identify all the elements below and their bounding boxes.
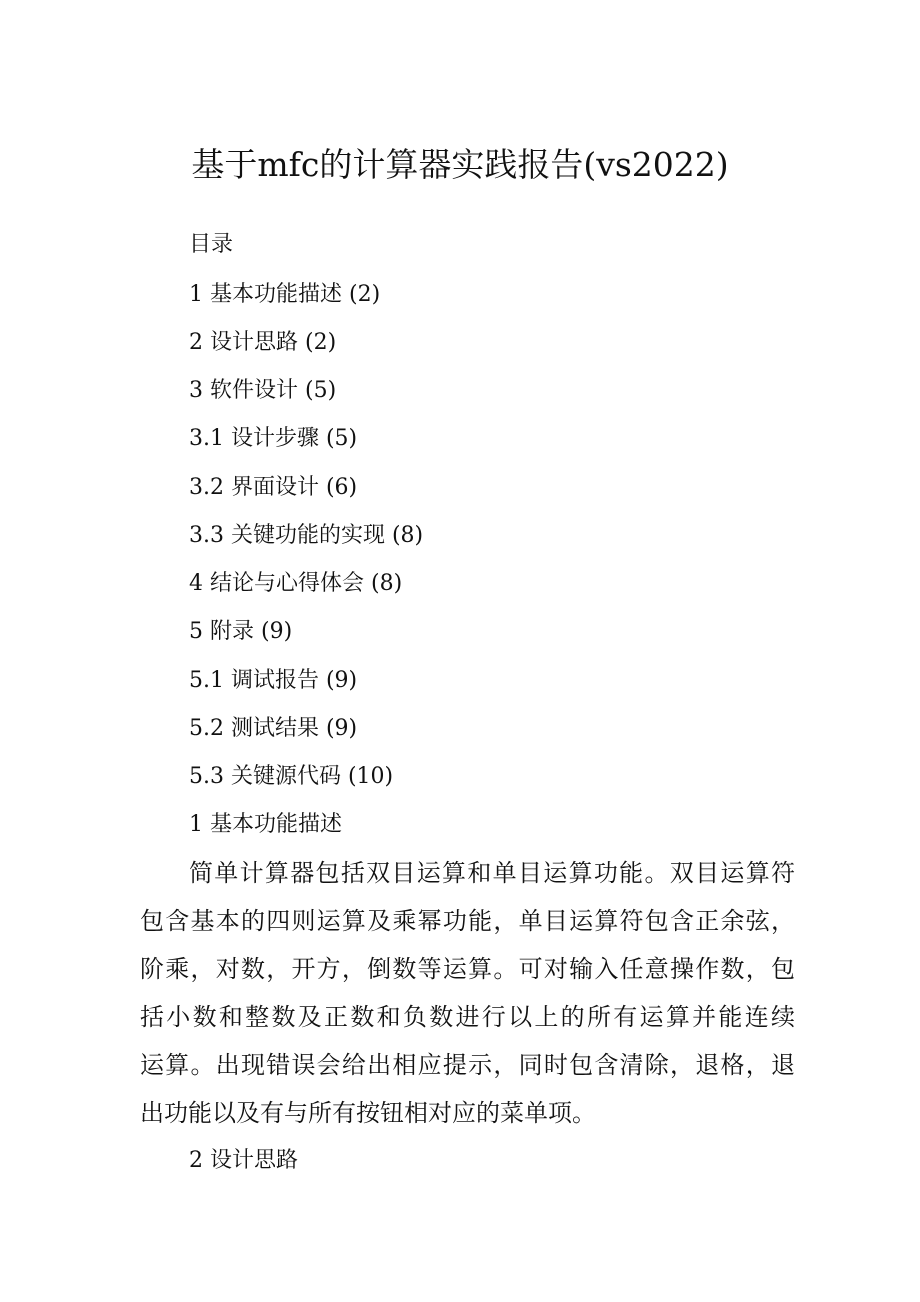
paragraph-line: 括小数和整数及正数和负数进行以上的所有运算并能连续 xyxy=(140,1003,795,1031)
toc-item: 5.2 测试结果 (9) xyxy=(189,716,358,741)
paragraph-line: 出功能以及有与所有按钮相对应的菜单项。 xyxy=(140,1099,596,1127)
paragraph-line: 阶乘，对数，开方，倒数等运算。可对输入任意操作数，包 xyxy=(140,955,795,983)
toc-item: 5 附录 (9) xyxy=(189,619,293,644)
toc-item: 4 结论与心得体会 (8) xyxy=(189,571,403,596)
section-1-heading: 1 基本功能描述 xyxy=(189,812,342,837)
paragraph-line: 运算。出现错误会给出相应提示，同时包含清除，退格，退 xyxy=(140,1051,795,1079)
toc-item: 5.3 关键源代码 (10) xyxy=(189,764,394,789)
toc-item: 3.3 关键功能的实现 (8) xyxy=(189,523,424,548)
toc-item: 5.1 调试报告 (9) xyxy=(189,668,358,693)
document-title: 基于mfc的计算器实践报告(vs2022) xyxy=(191,145,729,184)
paragraph-line: 包含基本的四则运算及乘幂功能，单目运算符包含正余弦， xyxy=(140,907,795,935)
toc-item: 2 设计思路 (2) xyxy=(189,330,337,355)
toc-heading: 目录 xyxy=(189,232,234,257)
toc-item: 3.1 设计步骤 (5) xyxy=(189,426,358,451)
section-2-heading: 2 设计思路 xyxy=(189,1148,298,1173)
toc-item: 1 基本功能描述 (2) xyxy=(189,282,381,307)
toc-item: 3 软件设计 (5) xyxy=(189,378,337,403)
toc-item: 3.2 界面设计 (6) xyxy=(189,475,358,500)
paragraph-line: 简单计算器包括双目运算和单目运算功能。双目运算符 xyxy=(189,859,795,887)
